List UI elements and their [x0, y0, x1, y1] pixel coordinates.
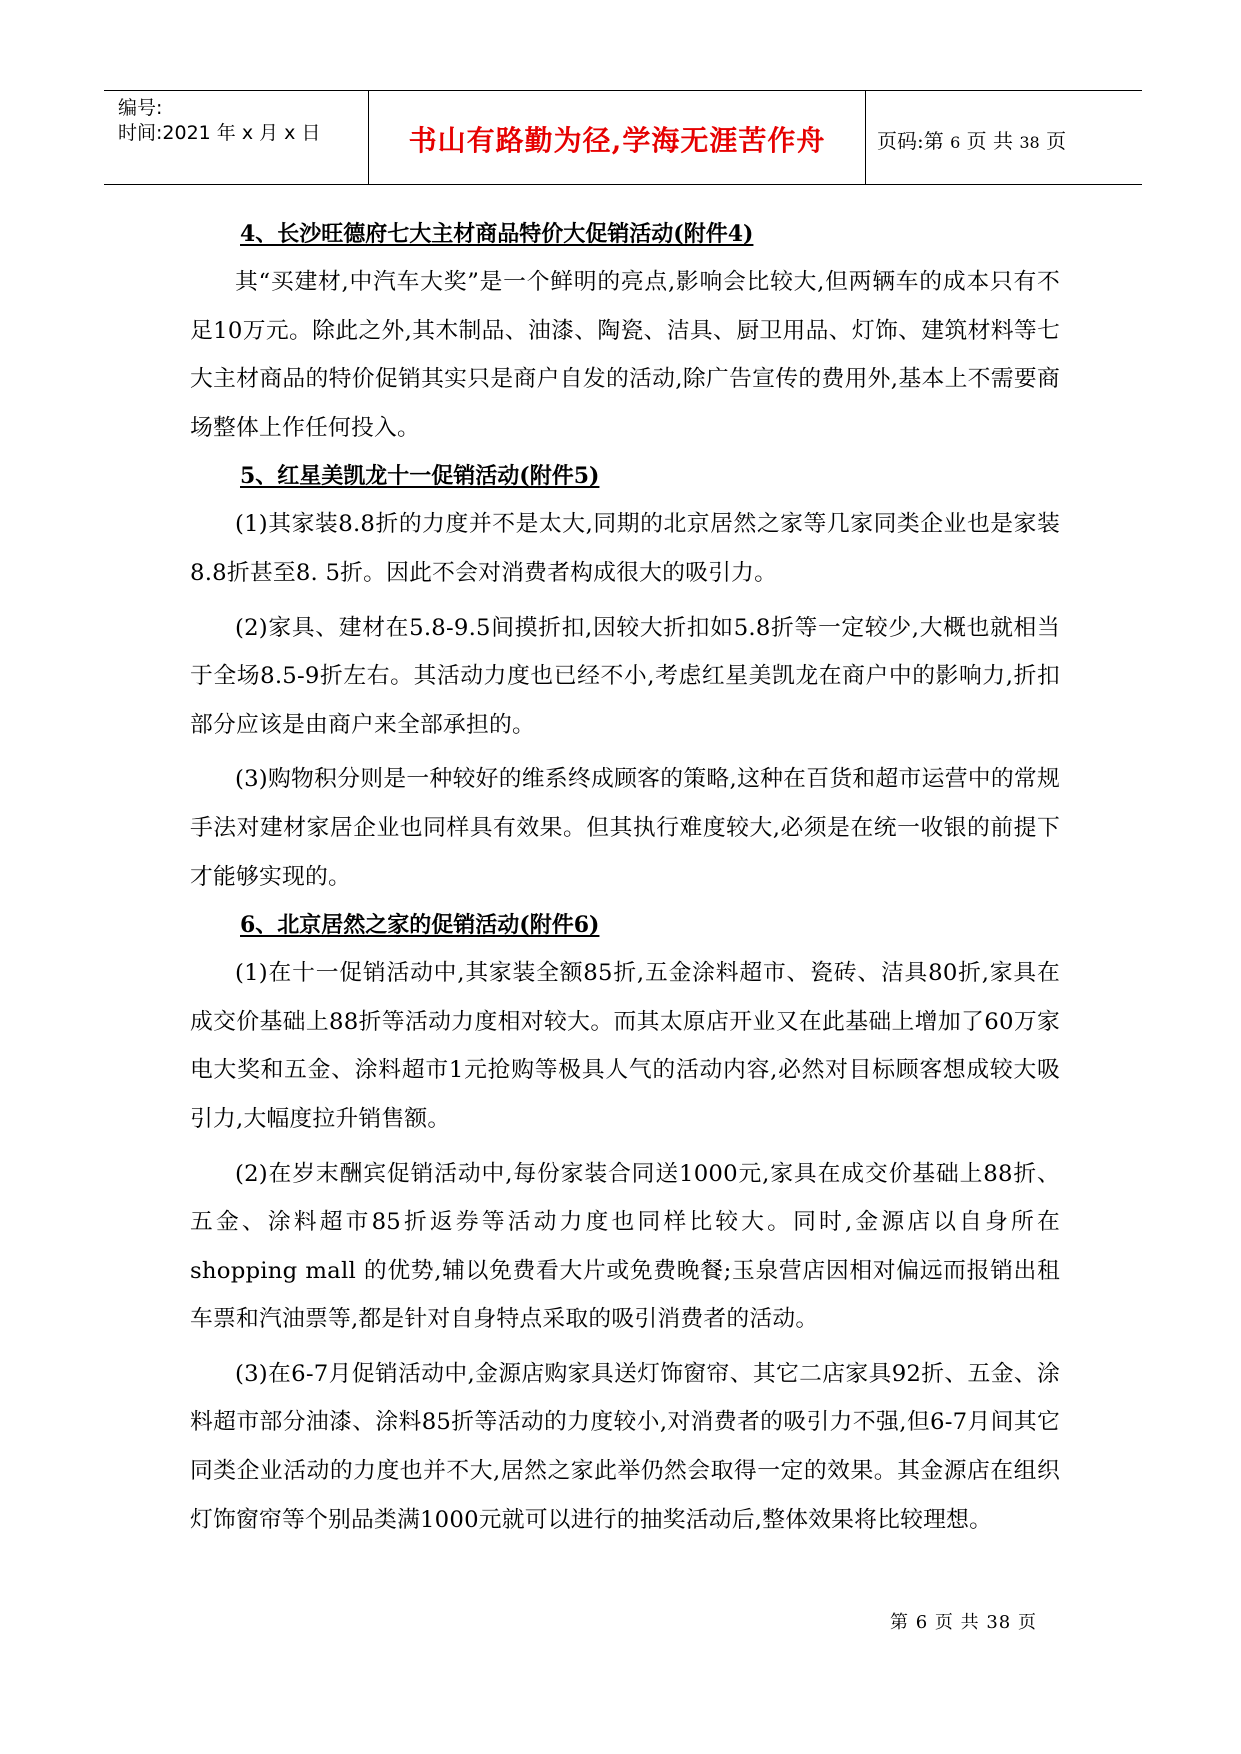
header-motto-cell: [368, 91, 866, 184]
paragraph: (1)在十一促销活动中,其家装全额85折,五金涂料超市、瓷砖、洁具80折,家具在成交价基础上88折等活动力度相对较大。而其太原店开业又在此基础上增加了60万家电大奖和五金、涂料超市1元抢购等极具人气的活动内容,必然对目标顾客想成较大吸引力,大幅度拉升销售额。: [190, 960, 1060, 1132]
document-number-label: 编号:: [118, 97, 163, 119]
paragraph: (2)在岁末酬宾促销活动中,每份家装合同送1000元,家具在成交价基础上88折、五金、涂料超市85折返券等活动力度也同样比较大。同时,金源店以自身所在 shopping mall 的优势,辅以免费看大片或免费晚餐;玉泉营店因相对偏远而报销出租车票和汽油票等,都是针对自身特点采取的吸引消费者的活动。: [190, 1160, 1060, 1333]
page-code-total: 38: [1019, 133, 1040, 152]
page-code-suffix: 页: [1046, 129, 1067, 153]
section-heading: 4、长沙旺德府七大主材商品特价大促销活动(附件4): [240, 221, 754, 247]
header-page-code: [877, 125, 1066, 154]
page-code-middle: 页 共: [966, 129, 1014, 153]
document-body: [190, 218, 1060, 1544]
header-page-cell: [865, 91, 1142, 184]
page-footer: 第 6 页 共 38 页: [890, 1612, 1037, 1633]
paragraph: 其“买建材,中汽车大奖”是一个鲜明的亮点,影响会比较大,但两辆车的成本只有不足10万元。除此之外,其木制品、油漆、陶瓷、洁具、厨卫用品、灯饰、建筑材料等七大主材商品的特价促销其实只是商户自发的活动,除广告宣传的费用外,基本上不需要商场整体上作任何投入。: [190, 269, 1060, 441]
header-motto: 书山有路勤为径,学海无涯苦作舟: [408, 124, 826, 157]
page-code-prefix: 页码:第: [877, 129, 944, 153]
section-heading: 5、红星美凯龙十一促销活动(附件5): [240, 463, 600, 490]
page-header: [104, 90, 1142, 185]
paragraph: (2)家具、建材在5.8-9.5间摸折扣,因较大折扣如5.8折等一定较少,大概也就相当于全场8.5-9折左右。其活动力度也已经不小,考虑红星美凯龙在商户中的影响力,折扣部分应该是由商户来全部承担的。: [190, 614, 1060, 738]
paragraph: (3)在6-7月促销活动中,金源店购家具送灯饰窗帘、其它二店家具92折、五金、涂料超市部分油漆、涂料85折等活动的力度较小,对消费者的吸引力不强,但6-7月间其它同类企业活动的力度也并不大,居然之家此举仍然会取得一定的效果。其金源店在组织灯饰窗帘等个别品类满1000元就可以进行的抽奖活动后,整体效果将比较理想。: [190, 1360, 1060, 1533]
section-heading: 6、北京居然之家的促销活动(附件6): [240, 912, 600, 939]
document-time-label: 时间:2021 年 x 月 x 日: [118, 122, 321, 144]
page-code-current: 6: [950, 133, 961, 152]
paragraph: (3)购物积分则是一种较好的维系终成顾客的策略,这种在百货和超市运营中的常规手法对建材家居企业也同样具有效果。但其执行难度较大,必须是在统一收银的前提下才能够实现的。: [190, 766, 1060, 890]
paragraph: (1)其家装8.8折的力度并不是太大,同期的北京居然之家等几家同类企业也是家装8.8折甚至8. 5折。因此不会对消费者构成很大的吸引力。: [190, 511, 1060, 586]
header-info-cell: [104, 91, 368, 184]
